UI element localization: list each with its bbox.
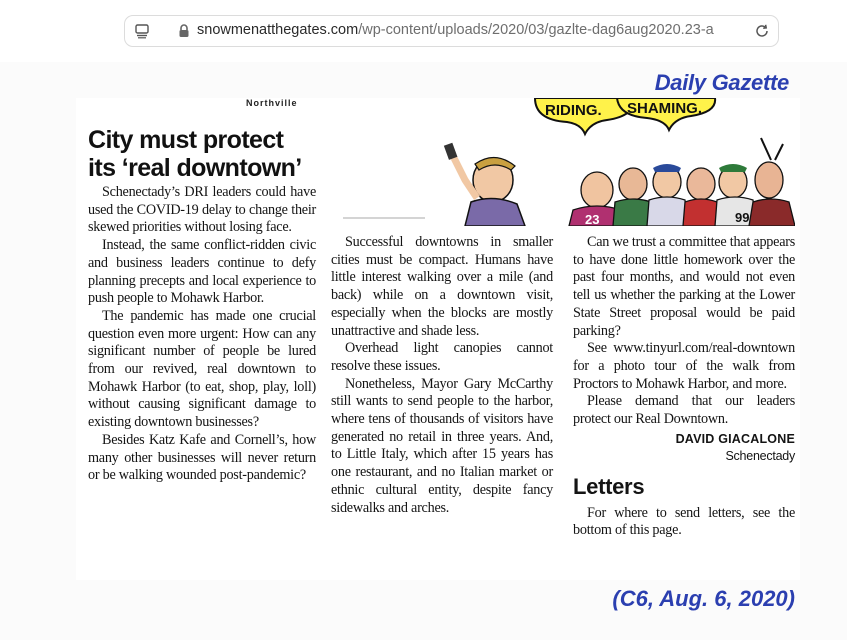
browser-toolbar <box>0 0 847 63</box>
editorial-cartoon <box>335 98 795 226</box>
headline-line-1: City must protect <box>88 126 284 154</box>
paragraph: Can we trust a committee that appears to have done little homework over the past four months, and would not even tell us whether the parking at the Lower State Street proposal would be paid parking? <box>573 234 795 339</box>
jersey-number-2: 99 <box>735 210 750 225</box>
article-column-1 <box>88 184 316 485</box>
lock-icon <box>178 23 190 39</box>
url-domain: snowmenatthegates.com <box>197 22 359 38</box>
letters-heading: Letters <box>573 473 645 499</box>
url-text[interactable] <box>197 22 747 38</box>
cartoon-drawing <box>335 98 795 226</box>
reload-icon[interactable] <box>754 23 770 39</box>
author-name: DAVID GIACALONE <box>675 431 795 446</box>
paragraph: Successful downtowns in smaller cities must be compact. Humans have little interest walking over a mile (and back) while on a downtown visit, especially when the blocks are mostly unattractive and shade less. <box>331 234 553 339</box>
paragraph: Nonetheless, Mayor Gary McCarthy still wants to send people to the harbor, where tens of thousands of visitors have generated no retail in three years. And, to Little Italy, which after 15 years has one restaurant, and no Italian market or ethnic cultural entity, despite fancy sidewalks and arches. <box>331 375 553 516</box>
source-annotation: Daily Gazette <box>654 70 789 95</box>
paragraph: Besides Katz Kafe and Cornell’s, how many other businesses will never return or be walking wounded post-pandemic? <box>88 431 316 484</box>
jersey-number-1: 23 <box>585 212 600 226</box>
article-column-2 <box>331 234 553 517</box>
author-town: Schenectady <box>725 448 795 463</box>
letters-paragraph: For where to send letters, see the bottom of this page. <box>573 504 795 539</box>
paragraph: Instead, the same conflict-ridden civic and business leaders continue to defy planning precepts and local experience to push people to Mohawk Harbor. <box>88 237 316 307</box>
paragraph: The pandemic has made one crucial question even more urgent: How can any significant number of people be lured from our revived, real downtown to Mohawk Harbor (to eat, shop, play, loll) without causing significant damage to existing downtown businesses? <box>88 307 316 431</box>
tab-overview-icon[interactable] <box>134 23 150 39</box>
url-path: /wp-content/uploads/2020/03/gazlte-dag6aug2020.23-a <box>358 22 714 38</box>
paragraph: Schenectady’s DRI leaders could have used the COVID-19 delay to change their skewed priorities without losing face. <box>88 184 316 236</box>
paragraph: Please demand that our leaders protect our Real Downtown. <box>573 393 795 428</box>
headline <box>88 126 328 182</box>
date-annotation: (C6, Aug. 6, 2020) <box>612 586 795 611</box>
section-label: Northville <box>246 98 298 108</box>
bubble-text-2: SHAMING. <box>627 100 702 117</box>
image-viewport <box>0 62 847 640</box>
bubble-text-1: RIDING. <box>545 102 602 119</box>
address-bar[interactable] <box>124 15 779 47</box>
headline-line-2: its ‘real downtown’ <box>88 154 302 182</box>
newspaper-clipping <box>76 98 800 580</box>
article-column-3 <box>573 234 795 540</box>
paragraph: See www.tinyurl.com/real-downtown for a photo tour of the walk from Proctors to Mohawk Harbor, and more. <box>573 340 795 392</box>
paragraph: Overhead light canopies cannot resolve these issues. <box>331 340 553 374</box>
